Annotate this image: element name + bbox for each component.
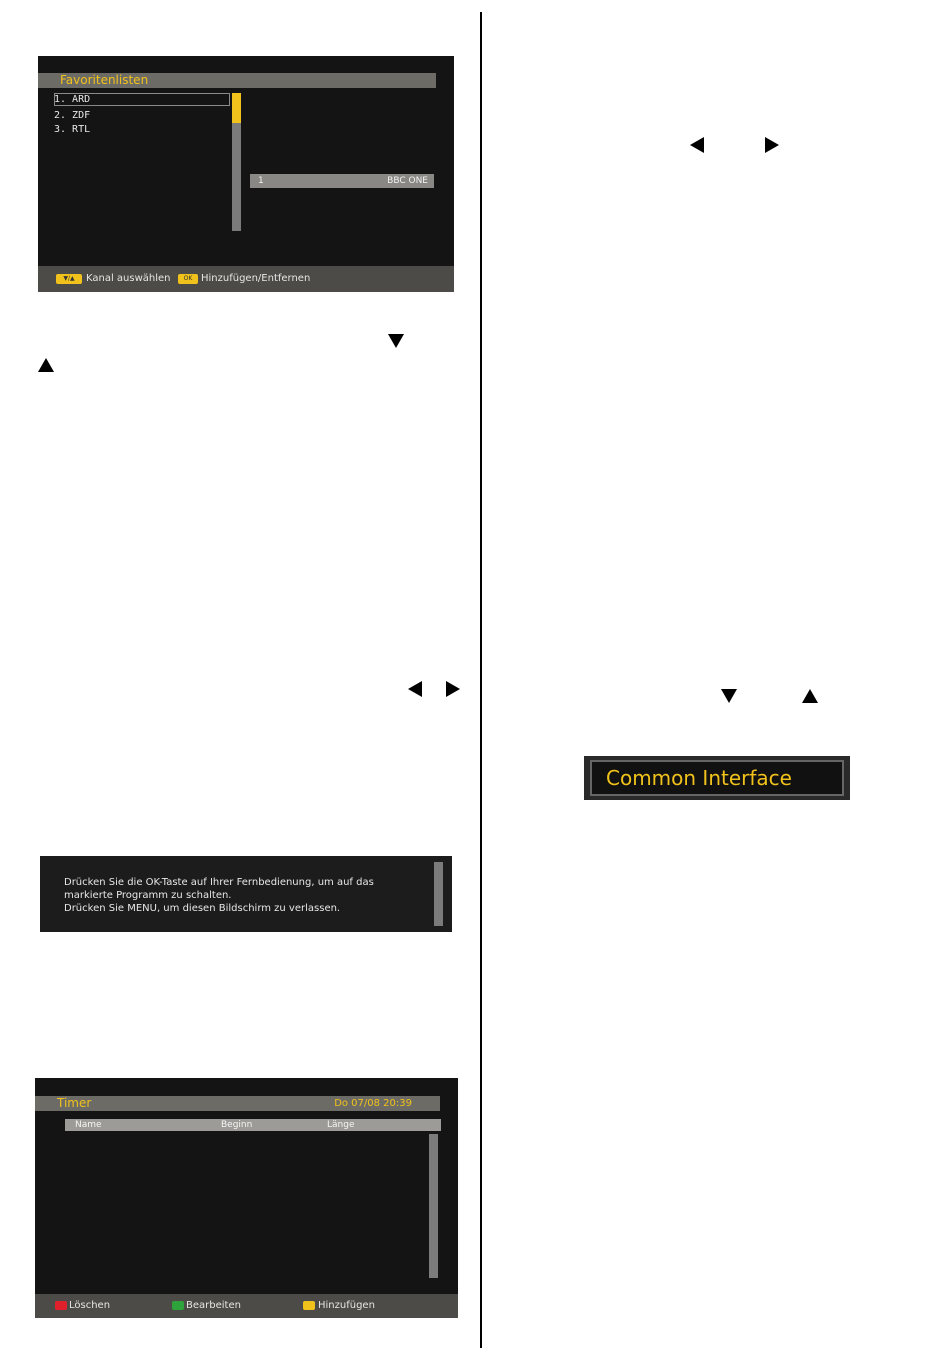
preview-channel-bar — [250, 174, 434, 188]
timer-column-header — [65, 1119, 441, 1131]
arrow-down-icon — [388, 334, 404, 348]
common-interface-label: Common Interface — [590, 760, 844, 796]
favorites-list-screen — [38, 56, 454, 292]
channel-item-3[interactable]: 3. RTL — [54, 124, 91, 135]
favorites-title: Favoritenlisten — [38, 73, 436, 88]
arrow-right-icon — [765, 137, 779, 153]
select-key-label: Kanal auswählen — [86, 273, 171, 284]
info-line-1: Drücken Sie die OK-Taste auf Ihrer Fernbedienung, um auf das — [64, 877, 374, 888]
ok-key-icon: OK — [178, 274, 198, 284]
column-divider — [480, 12, 482, 1348]
channel-item-1[interactable]: 1. ARD — [54, 94, 91, 105]
column-length: Länge — [327, 1120, 355, 1130]
channel-item-2[interactable]: 2. ZDF — [54, 110, 91, 121]
channel-list-scrollbar[interactable] — [232, 93, 241, 231]
yellow-key-icon — [303, 1301, 315, 1310]
info-scrollbar[interactable] — [434, 862, 443, 926]
info-message-box — [40, 856, 452, 932]
arrow-left-icon — [690, 137, 704, 153]
favorites-footer — [38, 266, 454, 292]
red-key-icon — [55, 1301, 67, 1310]
column-begin: Beginn — [221, 1120, 253, 1130]
timer-datetime: Do 07/08 20:39 — [334, 1098, 412, 1109]
delete-label: Löschen — [69, 1300, 111, 1311]
info-line-3: Drücken Sie MENU, um diesen Bildschirm zu verlassen. — [64, 903, 341, 914]
common-interface-menu-item[interactable] — [584, 756, 850, 800]
green-key-icon — [172, 1301, 184, 1310]
add-label: Hinzufügen — [318, 1300, 375, 1311]
timer-footer — [35, 1294, 458, 1318]
arrow-down-icon — [721, 689, 737, 703]
arrow-left-icon — [408, 681, 422, 697]
timer-title: Timer — [35, 1096, 440, 1111]
ok-key-label: Hinzufügen/Entfernen — [201, 273, 311, 284]
info-line-2: markierte Programm zu schalten. — [64, 890, 232, 901]
column-name: Name — [75, 1120, 102, 1130]
preview-channel-name: BBC ONE — [387, 176, 428, 186]
select-key-icon: ▼/▲ — [56, 274, 82, 284]
edit-label: Bearbeiten — [186, 1300, 241, 1311]
preview-channel-number: 1 — [258, 176, 264, 186]
timer-screen — [35, 1078, 458, 1318]
arrow-right-icon — [446, 681, 460, 697]
arrow-up-icon — [802, 689, 818, 703]
arrow-up-icon — [38, 358, 54, 372]
scrollbar-thumb[interactable] — [232, 93, 241, 123]
timer-scrollbar[interactable] — [429, 1134, 438, 1278]
